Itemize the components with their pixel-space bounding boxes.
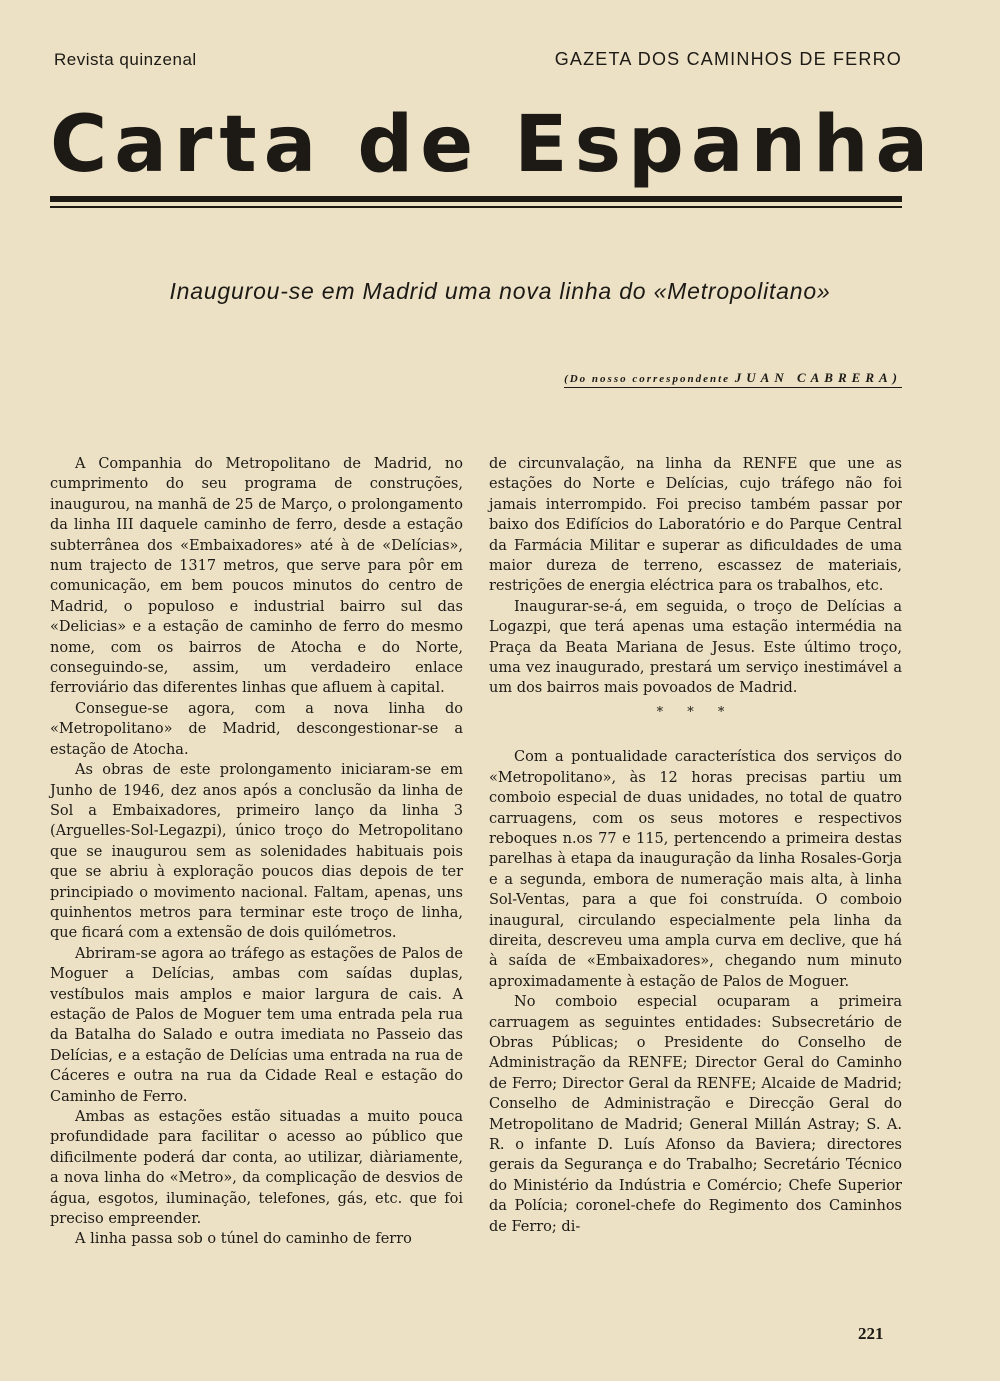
paragraph: Ambas as estações estão situadas a muito pouca profundidade para facilitar o acesso ao público que dificilmente poderá dar conta, ao utilizar, diàriamente, a nova linha do «Metro», da complicação de desvios de água, esgotos, iluminação, telefones, gás, etc. que foi preciso empreender. xyxy=(50,1109,463,1228)
paragraph: Abriram-se agora ao tráfego as estações de Palos de Moguer a Delícias, ambas com saídas duplas, vestíbulos mais amplos e maior largura de cais. A estação de Palos de Moguer tem uma entrada pela rua da Batalha do Salado e outra imediata no Passeio das Delícias, e a estação de Delícias uma entrada na rua de Cáceres e outra na rua da Cidade Real e estação do Caminho de Ferro. xyxy=(50,945,463,1105)
article-subtitle: Inaugurou-se em Madrid uma nova linha do «Metropolitano» xyxy=(169,278,831,304)
title-rule-thick xyxy=(50,196,902,202)
left-column xyxy=(50,454,463,1250)
paragraph: Consegue-se agora, com a nova linha do «Metropolitano» de Madrid, descongestionar-se a estação de Atocha. xyxy=(50,700,463,758)
article-title: Carta de Espanha xyxy=(50,100,936,190)
paragraph: de circunvalação, na linha da RENFE que une as estações do Norte e Delícias, cujo tráfego não foi jamais interrompido. Foi preciso também passar por baixo dos Edifícios do Laboratório e do Parque Central da Farmácia Militar e superar as dificuldades de uma maior dureza de terreno, escassez de materiais, restrições de energia eléctrica para os trabalhos, etc. xyxy=(489,456,902,595)
section-separator: * * * xyxy=(656,704,735,720)
paragraph: A Companhia do Metropolitano de Madrid, no cumprimento do seu programa de construções, inaugurou, na manhã de 25 de Março, o prolongamento da linha III daquele caminho de ferro, desde a estação subterrânea dos «Embaixadores» até à de «Delícias», num trajecto de 1317 metros, que serve para pôr em comunicação, em bem poucos minutos do centro de Madrid, o populoso e industrial bairro sul das «Delicias» e a estação de caminho de ferro do mesmo nome, com os bairros de Atocha e do Norte, conseguindo-se, assim, um verdadeiro enlace ferroviário das diferentes linhas que afluem à capital. xyxy=(50,456,463,697)
header-left-text: Revista quinzenal xyxy=(54,50,197,69)
byline-author: JUAN CABRERA) xyxy=(734,370,902,385)
paragraph: Inaugurar-se-á, em seguida, o troço de Delícias a Logazpi, que terá apenas uma estação intermédia na Praça da Beata Mariana de Jesus. Este último troço, uma vez inaugurado, prestará um serviço inestimável a um dos bairros mais povoados de Madrid. xyxy=(489,598,902,697)
title-rule-thin xyxy=(50,206,902,208)
header-right-text: GAZETA DOS CAMINHOS DE FERRO xyxy=(554,49,902,69)
paragraph: A linha passa sob o túnel do caminho de ferro xyxy=(75,1231,412,1248)
paragraph: No comboio especial ocuparam a primeira carruagem as seguintes entidades: Subsecretário de Obras Públicas; o Presidente do Conselho de Administração da RENFE; Director Geral do Caminho de Ferro; Director Geral da RENFE; Alcaide de Madrid; Conselho de Administração e Direcção Geral do Metropolitano de Madrid; General Millán Astray; S. A. R. o infante D. Luís Afonso da Baviera; directores gerais da Segurança e do Trabalho; Secretário Técnico do Ministério da Indústria e Comércio; Chefe Superior da Polícia; coronel-chefe do Regimento dos Caminhos de Ferro; di- xyxy=(489,994,902,1235)
byline-prefix: (Do nosso correspondente xyxy=(564,373,731,385)
paragraph: Com a pontualidade característica dos serviços do «Metropolitano», às 12 horas precisas partiu um comboio especial de duas unidades, no total de quatro carruagens, com os seus motores e respectivos reboques n.os 77 e 115, pertencendo a primeira destas parelhas à etapa da inauguração da linha Rosales-Gorja e a segunda, embora de numeração mais alta, à linha Sol-Ventas, para a que foi construída. O comboio inaugural, circulando especialmente pela linha da direita, descreveu uma ampla curva em declive, que há à saída de «Embaixadores», chegando num minuto aproximadamente à estação de Palos de Moguer. xyxy=(489,749,902,990)
page-number: 221 xyxy=(858,1324,884,1343)
right-column xyxy=(489,454,902,1237)
byline xyxy=(564,370,902,388)
paragraph: As obras de este prolongamento iniciaram-se em Junho de 1946, dez anos após a conclusão da linha de Sol a Embaixadores, primeiro lanço da linha 3 (Arguelles-Sol-Legazpi), único troço do Metropolitano que se inaugurou sem as solenidades habituais pois que se abriu à exploração poucos dias depois de ter principiado o movimento nacional. Faltam, apenas, uns quinhentos metros para terminar este troço de linha, que ficará com a extensão de dois quilómetros. xyxy=(50,762,463,942)
